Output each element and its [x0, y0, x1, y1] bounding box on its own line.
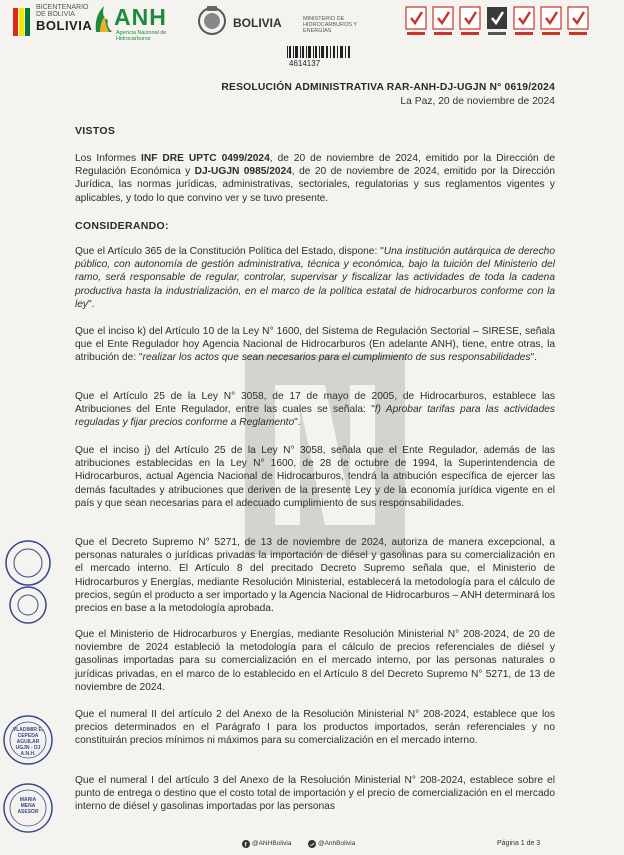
seal-line: ASESOR: [17, 809, 39, 815]
bicentenario-logo: [10, 4, 93, 42]
page-footer: [0, 830, 624, 855]
svg-text:f: f: [244, 842, 247, 848]
paragraph-ds5271: Que el Decreto Supremo N° 5271, de 13 de noviembre de 2024, autoriza de manera excepcional, a personas naturales o jurídicas privadas la importación de diésel y gasolinas para su comercialización en el mercado interno. El Artículo 8 del precitado Decreto Supremo señala que, el Ministerio de Hidrocarburos y Energías, mediante Resolución Ministerial, establecerá la metodología para el cálculo de precios, según el producto a ser importado y la Agencia Nacional de Hidrocarburos – ANH determinará los precios en base a la metodología aprobada.: [75, 537, 555, 615]
serial-number: 4614137: [289, 59, 321, 68]
twitter-icon: [308, 840, 316, 848]
certification-badge-icon: [432, 6, 454, 40]
text-run: Los Informes: [75, 153, 142, 164]
coat-of-arms-icon: [195, 4, 229, 38]
anh-subtitle: Agencia Nacional de Hidrocarburos: [116, 30, 167, 42]
facebook-handle[interactable]: @ANHBolivia: [252, 840, 292, 847]
page-number: Página 1 de 3: [497, 840, 541, 847]
seal-line: UGJN - DJ: [15, 745, 41, 751]
paragraph-art365: [75, 245, 555, 311]
quoted-text: Una institución autárquica de derecho público, con autonomía de gestión administrativa, técnica y económica, bajo la tuición del Ministerio del ramo, será responsable de regular, controlar, supervisar y fiscalizar las actividades de toda la cadena productiva hasta la industrialización, en el marco de la política estatal de hidrocarburos conforme con la ley: [75, 246, 555, 310]
facebook-icon: [242, 840, 250, 848]
text-run: Que el inciso k) del Artículo 10 de la Ley N° 1600, del Sistema de Regulación Sectorial – SIRESE, señala que el Ente Regulador hoy Agencia Nacional de Hidrocarburos (En adelante ANH), tiene, entre otras, la atribución de: ": [75, 326, 555, 364]
seal-line: VLADIMIR E.: [12, 727, 44, 733]
resolution-title: RESOLUCIÓN ADMINISTRATIVA RAR-ANH-DJ-UGJN N° 0619/2024: [221, 82, 555, 93]
text-run: ".: [88, 298, 95, 310]
text-run: , de 20 de noviembre de 2024, emitido por la Dirección de Regulación Económica y: [75, 153, 556, 178]
official-seal-icon: [2, 535, 54, 625]
ministry-bolivia-text: BOLIVIA: [233, 16, 282, 30]
ministry-logo: [195, 4, 365, 42]
paragraph-ley1600: [75, 325, 555, 365]
paragraph-rm208: Que el Ministerio de Hidrocarburos y Energías, mediante Resolución Ministerial N° 208-2024, de 20 de noviembre de 2024 estableció la metodología para el cálculo de precios referenciales de diésel y gasolinas importadas para su comercialización en el mercado interno, por las personas naturales o jurídicas privadas, en el marco de lo establecido en el Artículo 8 del Decreto Supremo N° 5271, de 13 de noviembre de 2024.: [75, 629, 555, 693]
anh-logo-text: ANH: [114, 4, 167, 30]
quoted-text: f) Aprobar tarifas para las actividades reguladas y fijar precios conforme a Reglamento: [75, 404, 555, 429]
seal-line: AGUILAR: [16, 739, 40, 745]
paragraph-ley3058-art25: [75, 390, 555, 430]
certification-badge-icon: [405, 6, 427, 40]
bolivia-flag-icon: [10, 4, 36, 42]
report-reference: DJ-UGJN 0985/2024: [194, 166, 292, 178]
seal-line: A.N.H.: [20, 751, 36, 757]
anh-flame-icon: [92, 2, 116, 36]
resolution-date: La Paz, 20 de noviembre de 2024: [400, 96, 555, 107]
paragraph-inciso-j: Que el inciso j) del Artículo 25 de la Ley N° 3058, señala que el Ente Regulador, además de las atribuciones establecidas en la Ley N° 1600, de 28 de octubre de 1994, la Superintendencia de Hidrocarburos, actual Agencia Nacional de Hidrocarburos, tendrá la atribución específica de ejercer las demás facultades y atribuciones que deriven de la presente Ley y de la economía jurídica vigente en el país y que sean necesarias para el adecuado cumplimiento de sus responsabilidades.: [75, 445, 555, 509]
certification-badge-icon: [486, 6, 508, 40]
quoted-text: realizar los actos que sean necesarios para el cumplimiento de sus responsabilidades: [142, 352, 531, 364]
signature-seal-text: [10, 727, 46, 757]
twitter-handle[interactable]: @AnhBolivia: [318, 840, 356, 847]
bolivia-text: BOLIVIA: [36, 18, 93, 33]
ministry-name: MINISTERIO DE HIDROCARBUROS Y ENERGÍAS: [303, 16, 357, 34]
report-reference: INF DRE UPTC 0499/2024: [141, 153, 270, 164]
vistos-paragraph: [75, 152, 555, 205]
seal-line: CEPEDA: [17, 733, 39, 739]
seal-line: MENA: [20, 803, 36, 809]
seal-line: MARIA: [19, 797, 37, 803]
signature-seal-text: [10, 797, 46, 815]
text-run: ".: [530, 352, 537, 364]
certification-badge-icon: [540, 6, 562, 40]
certification-badge-icon: [567, 6, 589, 40]
text-run: ".: [294, 417, 301, 429]
text-run: Que el Artículo 25 de la Ley N° 3058, de 17 de mayo de 2005, de Hidrocarburos, establece las Atribuciones del Ente Regulador, entre las cuales se señala: ": [75, 391, 555, 416]
certification-badge-icon: [459, 6, 481, 40]
certification-badge-icon: [513, 6, 535, 40]
paragraph-numeral-i: Que el numeral I del artículo 3 del Anexo de la Resolución Ministerial N° 208-2024, establece sobre el punto de entrega o destino que el costo total de importación y el precio de comercialización en el mercado interno de diésel y gasolinas importadas por las personas: [75, 775, 555, 813]
text-run: , de 20 de noviembre de 2024, emitido por la Dirección Jurídica, las normas jurídicas, administrativas, sectoriales, regulatorias y sus reglamentos vigentes y aplicables, y todo lo que convino ver y se tuvo presente.: [75, 166, 555, 204]
bicentenario-text: BICENTENARIO DE BOLIVIA: [36, 4, 89, 18]
text-run: Que el Artículo 365 de la Constitución Política del Estado, dispone: ": [75, 246, 384, 257]
paragraph-numeral-ii: Que el numeral II del artículo 2 del Anexo de la Resolución Ministerial N° 208-2024, establece que los precios determinados en el Parágrafo I para los productos importados, serán referenciales y no constituirán precios mínimos ni máximos para su comercialización en el mercado interno.: [75, 709, 555, 747]
anh-logo: [92, 2, 188, 42]
considerando-heading: CONSIDERANDO:: [75, 220, 169, 232]
vistos-heading: VISTOS: [75, 125, 116, 137]
